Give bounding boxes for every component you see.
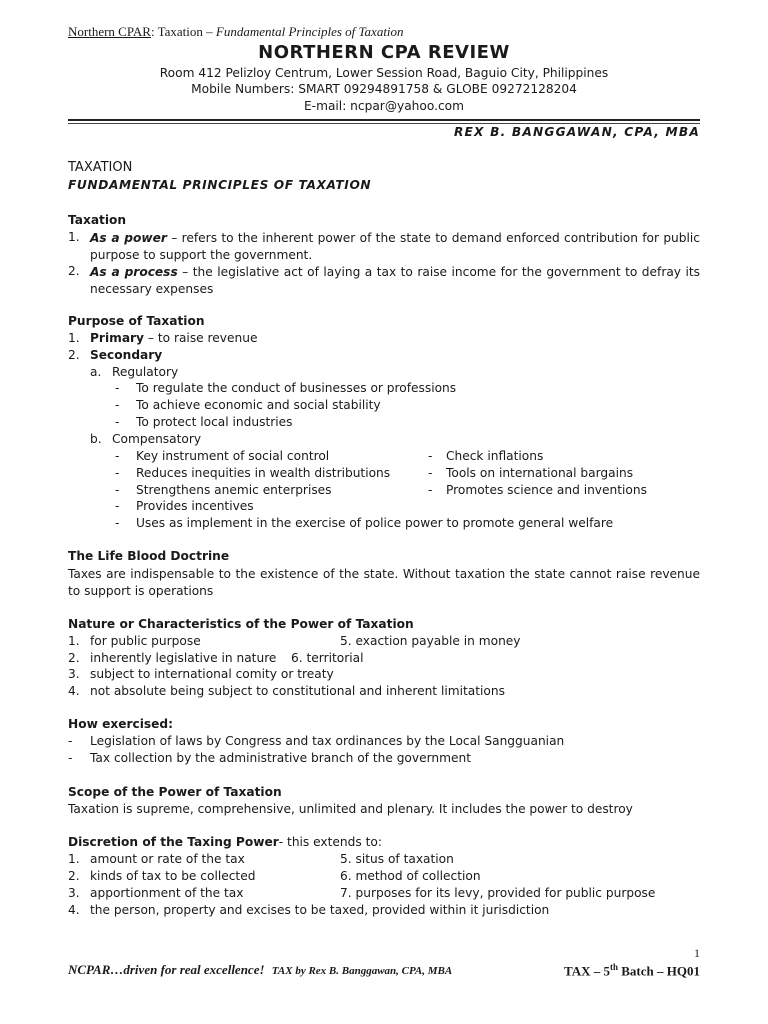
org-name: NORTHERN CPA REVIEW bbox=[258, 42, 510, 63]
comp-right-item-1: Check inflations bbox=[446, 449, 544, 463]
regulatory-dash-1: - bbox=[115, 381, 120, 395]
compensatory-label: Compensatory bbox=[112, 432, 202, 446]
lifeblood-heading: The Life Blood Doctrine bbox=[68, 549, 230, 563]
discretion-item-3: apportionment of the tax bbox=[90, 886, 244, 900]
comp-dash-3: - bbox=[115, 483, 120, 497]
taxation-text-1: – refers to the inherent power of the state to demand enforced contribution for public purpose to support the government. bbox=[90, 231, 700, 262]
org-email: E-mail: ncpar@yahoo.com bbox=[303, 99, 465, 113]
regulatory-item-3: To protect local industries bbox=[136, 415, 293, 429]
compensatory-letter: b. bbox=[90, 432, 102, 446]
discretion-item-2: kinds of tax to be collected bbox=[90, 869, 256, 883]
footer-batch-prefix: TAX – 5 bbox=[564, 963, 610, 979]
primary-text: – to raise revenue bbox=[144, 331, 258, 345]
secondary-label: Secondary bbox=[90, 348, 163, 362]
comp-dash-1: - bbox=[115, 449, 120, 463]
author-line: REX B. BANGGAWAN, CPA, MBA bbox=[453, 125, 700, 139]
comp-dash-4: - bbox=[115, 499, 120, 513]
org-address: Room 412 Pelizloy Centrum, Lower Session Road, Baguio City, Philippines bbox=[159, 66, 609, 80]
discretion-heading: Discretion of the Taxing Power bbox=[68, 835, 279, 849]
comp-right-item-2: Tools on international bargains bbox=[446, 466, 634, 480]
comp-full-item-2: Uses as implement in the exercise of police power to promote general welfare bbox=[136, 516, 614, 530]
comp-left-item-2: Reduces inequities in wealth distributions bbox=[136, 466, 391, 480]
scope-text: Taxation is supreme, comprehensive, unlimited and plenary. It includes the power to destroy bbox=[68, 802, 633, 816]
nature-item-6: 6. territorial bbox=[291, 651, 364, 665]
regulatory-dash-2: - bbox=[115, 398, 120, 412]
taxation-item-2 bbox=[90, 264, 700, 298]
primary-label: Primary bbox=[90, 331, 144, 345]
comp-dash-2: - bbox=[115, 466, 120, 480]
nature-heading: Nature or Characteristics of the Power of Taxation bbox=[68, 617, 414, 631]
footer-batch bbox=[564, 962, 700, 979]
discretion-num-2: 2. bbox=[68, 869, 80, 883]
comp-left-item-1: Key instrument of social control bbox=[136, 449, 330, 463]
discretion-item-4: the person, property and excises to be taxed, provided within it jurisdiction bbox=[90, 903, 550, 917]
page-number: 1 bbox=[694, 946, 700, 960]
subject-title: TAXATION bbox=[68, 160, 133, 175]
primary-num: 1. bbox=[68, 331, 80, 345]
discretion-item-6: 6. method of collection bbox=[340, 869, 481, 883]
running-header-title: Fundamental Principles of Taxation bbox=[215, 24, 404, 39]
discretion-item-7: 7. purposes for its levy, provided for public purpose bbox=[340, 886, 656, 900]
primary-line bbox=[90, 331, 257, 345]
taxation-term-2: As a process bbox=[90, 265, 178, 279]
org-mobile: Mobile Numbers: SMART 09294891758 & GLOBE 09272128204 bbox=[191, 82, 577, 96]
discretion-heading-line bbox=[68, 835, 382, 849]
comp-rdash-3: - bbox=[428, 483, 433, 497]
exercised-heading: How exercised: bbox=[68, 717, 173, 731]
discretion-num-4: 4. bbox=[68, 903, 80, 917]
regulatory-dash-3: - bbox=[115, 415, 120, 429]
running-header-sep: : Taxation – bbox=[150, 24, 216, 39]
footer-batch-sup: th bbox=[610, 962, 619, 972]
nature-item-5: 5. exaction payable in money bbox=[340, 634, 521, 648]
regulatory-item-2: To achieve economic and social stability bbox=[136, 398, 381, 412]
discretion-num-3: 3. bbox=[68, 886, 80, 900]
exercised-item-1: Legislation of laws by Congress and tax ordinances by the Local Sangguanian bbox=[90, 734, 565, 748]
comp-left-item-3: Strengthens anemic enterprises bbox=[136, 483, 332, 497]
lifeblood-text: Taxes are indispensable to the existence of the state. Without taxation the state cannot raise revenue to support is operations bbox=[68, 567, 700, 598]
exercised-dash-1: - bbox=[68, 734, 73, 748]
running-header-org: Northern CPAR bbox=[68, 24, 151, 39]
footer-credit: TAX by Rex B. Banggawan, CPA, MBA bbox=[271, 965, 453, 977]
header-rule bbox=[68, 119, 700, 121]
discretion-item-1: amount or rate of the tax bbox=[90, 852, 245, 866]
taxation-num-1: 1. bbox=[68, 230, 80, 244]
footer-slogan: NCPAR…driven for real excellence! bbox=[68, 962, 265, 977]
nature-item-2: inherently legislative in nature bbox=[90, 651, 277, 665]
comp-rdash-2: - bbox=[428, 466, 433, 480]
header-rule-thin bbox=[68, 123, 700, 124]
topic-title: FUNDAMENTAL PRINCIPLES OF TAXATION bbox=[68, 178, 372, 192]
nature-num-2: 2. bbox=[68, 651, 80, 665]
discretion-num-1: 1. bbox=[68, 852, 80, 866]
nature-item-1: for public purpose bbox=[90, 634, 201, 648]
regulatory-item-1: To regulate the conduct of businesses or professions bbox=[136, 381, 457, 395]
footer-batch-suffix: Batch – HQ01 bbox=[618, 963, 700, 979]
taxation-item-1 bbox=[90, 230, 700, 264]
secondary-num: 2. bbox=[68, 348, 80, 362]
nature-item-3: subject to international comity or treaty bbox=[90, 667, 334, 681]
regulatory-letter: a. bbox=[90, 365, 102, 379]
exercised-dash-2: - bbox=[68, 751, 73, 765]
comp-right-item-3: Promotes science and inventions bbox=[446, 483, 647, 497]
taxation-heading: Taxation bbox=[68, 213, 127, 227]
taxation-num-2: 2. bbox=[68, 264, 80, 278]
comp-dash-5: - bbox=[115, 516, 120, 530]
nature-num-1: 1. bbox=[68, 634, 80, 648]
nature-item-4: not absolute being subject to constitutional and inherent limitations bbox=[90, 684, 505, 698]
nature-num-3: 3. bbox=[68, 667, 80, 681]
exercised-item-2: Tax collection by the administrative branch of the government bbox=[90, 751, 471, 765]
taxation-text-2: – the legislative act of laying a tax to raise income for the government to defray its necessary expenses bbox=[90, 265, 700, 296]
taxation-term-1: As a power bbox=[90, 231, 167, 245]
scope-heading: Scope of the Power of Taxation bbox=[68, 785, 282, 799]
purpose-heading: Purpose of Taxation bbox=[68, 314, 205, 328]
discretion-suffix: - this extends to: bbox=[278, 835, 382, 849]
regulatory-label: Regulatory bbox=[112, 365, 179, 379]
running-header bbox=[68, 24, 404, 40]
nature-num-4: 4. bbox=[68, 684, 80, 698]
footer-line bbox=[68, 962, 452, 978]
discretion-item-5: 5. situs of taxation bbox=[340, 852, 454, 866]
comp-rdash-1: - bbox=[428, 449, 433, 463]
comp-full-item-1: Provides incentives bbox=[136, 499, 254, 513]
